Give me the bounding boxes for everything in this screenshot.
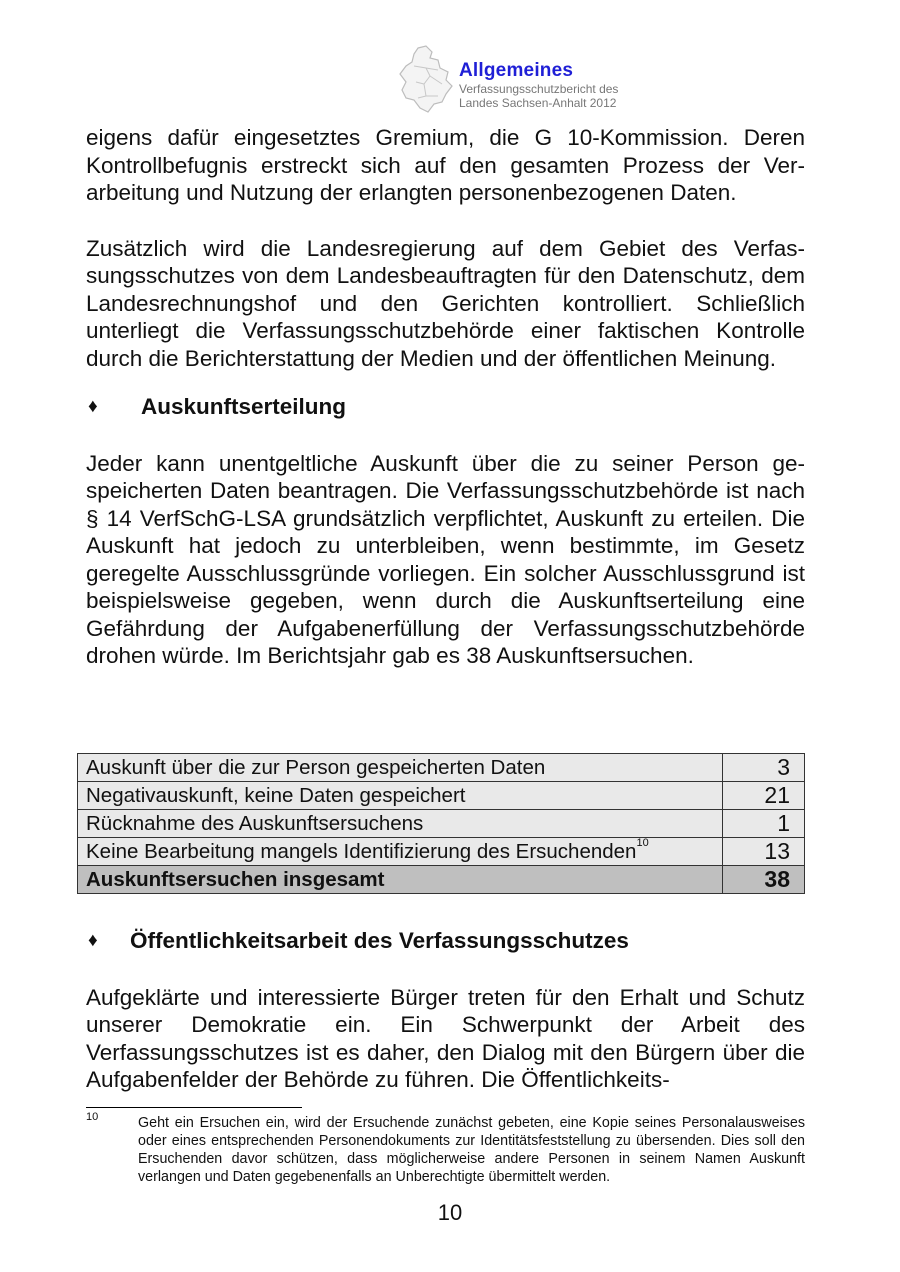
saxony-anhalt-map-icon (396, 44, 456, 116)
heading-auskunftserteilung (86, 393, 805, 421)
page-header (396, 44, 656, 116)
header-subtitle-line2: Landes Sachsen-Anhalt 2012 (459, 96, 617, 110)
table-row (78, 838, 805, 866)
heading-text: Öffentlichkeitsarbeit des Verfassungsschutzes (130, 928, 629, 953)
footnote-reference[interactable]: 10 (636, 836, 649, 849)
table-cell-label-text: Keine Bearbeitung mangels Identifizierung des Ersuchenden (86, 839, 637, 863)
table-cell-label (78, 838, 723, 866)
table-cell-value: 21 (723, 782, 805, 810)
table-row (78, 810, 805, 838)
second-section (86, 927, 805, 1094)
table-cell-label: Auskunft über die zur Person gespeicherten Daten (78, 754, 723, 782)
auskunft-statistics-table (77, 753, 805, 894)
table-cell-value: 13 (723, 838, 805, 866)
heading-text: Auskunftserteilung (141, 394, 347, 419)
paragraph-auskunft: Jeder kann unentgeltliche Auskunft über die zu seiner Person gespeicherten Daten beantragen. Die Verfassungsschutzbehörde ist nach § 14 VerfSchG-LSA grundsätzlich verpflichtet, Auskunft zu erteilen. Die Auskunft hat jedoch zu unterbleiben, wenn bestimmte, im Gesetz geregelte Ausschlussgründe vorliegen. Ein solcher Ausschlussgrund ist beispielsweise gegeben, wenn durch die Auskunftserteilung eine Gefährdung der Aufgabenerfüllung der Verfassungsschutzbehörde drohen würde. Im Berichtsjahr gab es 38 Auskunftsersuchen. (86, 450, 805, 668)
paragraph-control: Zusätzlich wird die Landesregierung auf dem Gebiet des Verfassungsschutzes von dem Landesbeauftragten für den Datenschutz, dem Landesrechnungshof und den Gerichten kontrolliert. Schließlich unterliegt die Verfassungsschutzbehörde einer faktischen Kontrolle durch die Berichterstattung der Medien und der öffentlichen Meinung. (86, 235, 805, 371)
page-number: 10 (437, 1200, 463, 1225)
footnote-number: 10 (86, 1111, 99, 1123)
footnote-text: Geht ein Ersuchen ein, wird der Ersuchende zunächst gebeten, eine Kopie seines Personalausweises oder eines entsprechenden Personendokuments zur Identitätsfeststellung zu übersenden. Dies soll den Ersuchenden davor schützen, dass möglicherweise andere Personen in seinem Namen Auskunft verlangen und Daten gegebenenfalls an Unberechtigte übermittelt werden. (138, 1115, 805, 1185)
paragraph-g10-commission: eigens dafür eingesetztes Gremium, die G 10-Kommission. Deren Kontrollbefugnis erstreckt sich auf den gesamten Prozess der Verarbeitung und Nutzung der erlangten personenbezogenen Daten. (86, 125, 805, 205)
paragraph-oeffentlichkeit: Aufgeklärte und interessierte Bürger treten für den Erhalt und Schutz unserer Demokratie ein. Ein Schwerpunkt der Arbeit des Verfassungsschutzes ist es daher, den Dialog mit den Bürgern über die Aufgabenfelder der Behörde zu führen. Die Öffentlichkeits- (86, 984, 805, 1092)
table-cell-label: Rücknahme des Auskunftsersuchens (78, 810, 723, 838)
table-total-label: Auskunftsersuchen insgesamt (78, 866, 723, 894)
table-cell-value: 3 (723, 754, 805, 782)
table-row (78, 782, 805, 810)
header-title: Allgemeines (459, 60, 574, 81)
bullet-diamond-icon: ♦ (88, 396, 98, 417)
table-cell-label: Negativauskunft, keine Daten gespeichert (78, 782, 723, 810)
bullet-diamond-icon: ♦ (88, 930, 98, 951)
main-content (86, 124, 805, 670)
footnote-separator (86, 1107, 302, 1108)
heading-oeffentlichkeitsarbeit (86, 927, 805, 955)
table-cell-value: 1 (723, 810, 805, 838)
table-row (78, 754, 805, 782)
header-subtitle-line1: Verfassungsschutzbericht des (459, 82, 619, 96)
table-total-value: 38 (723, 866, 805, 894)
table-total-row (78, 866, 805, 894)
